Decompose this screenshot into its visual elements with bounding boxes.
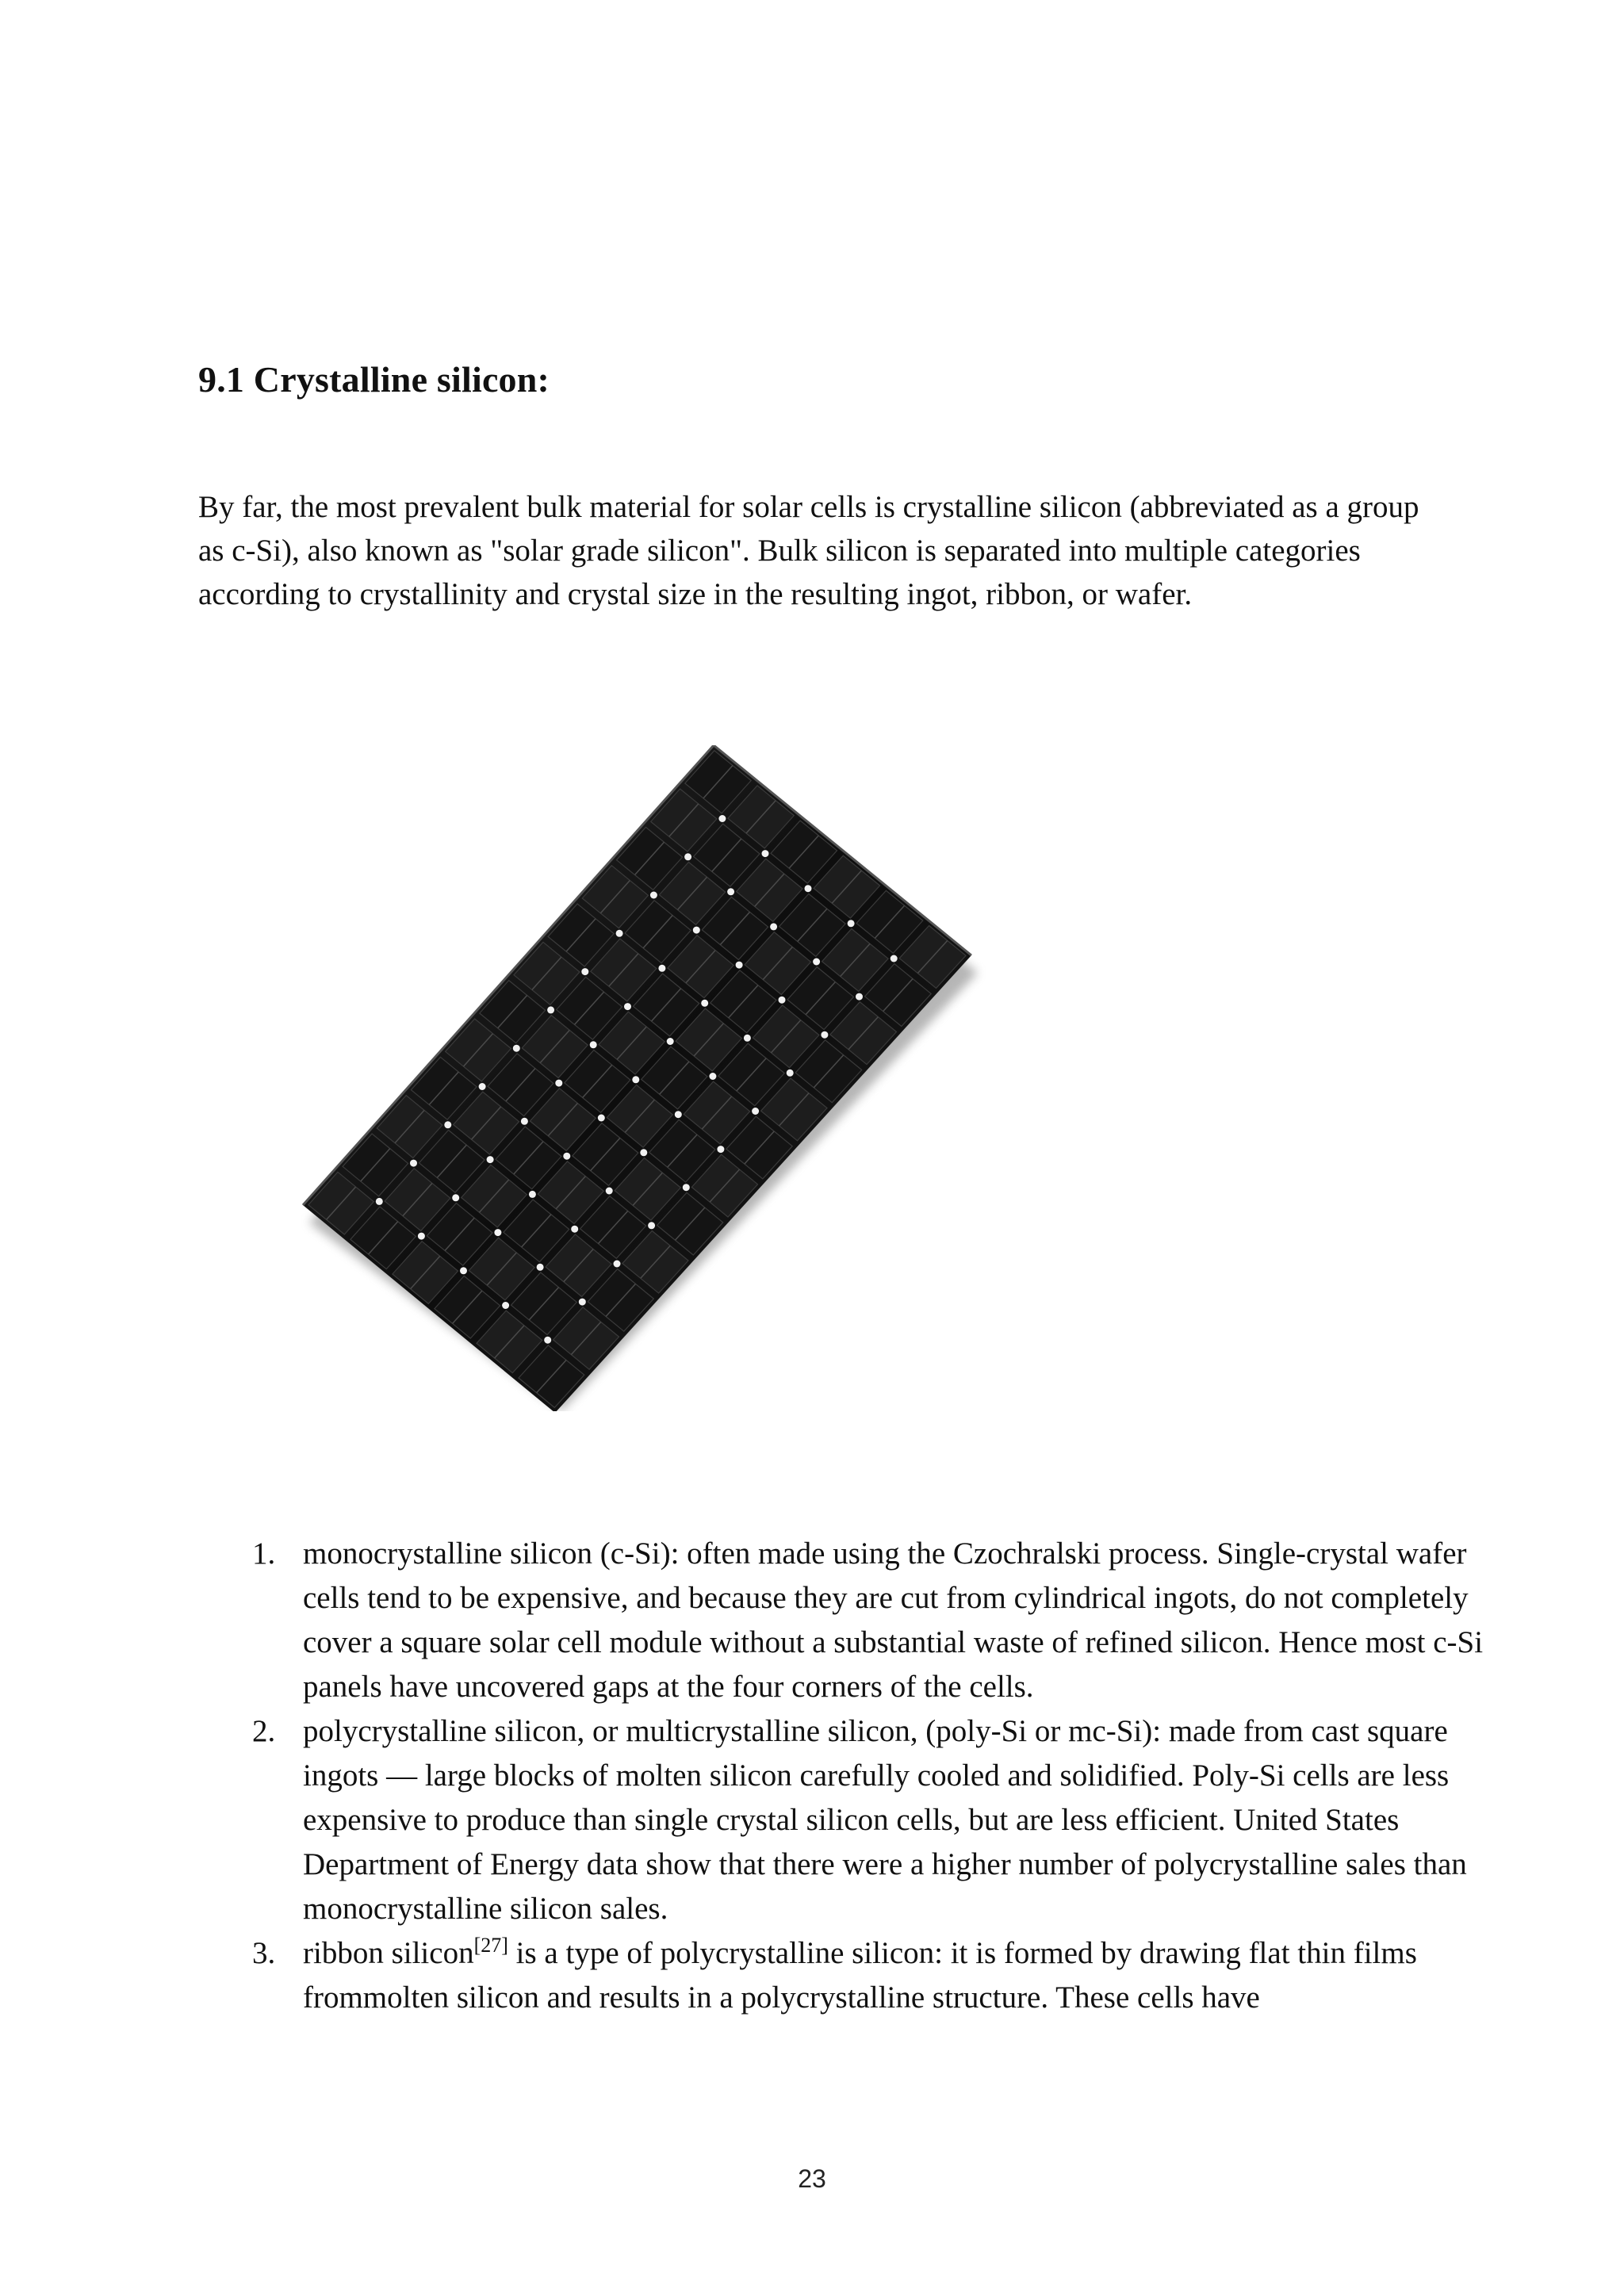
- cell-glint: [675, 1111, 682, 1118]
- list-item-lead: ribbon silicon: [303, 1936, 474, 1970]
- cell-glint: [547, 1006, 554, 1013]
- list-item: [252, 1931, 1489, 2020]
- list-item: [252, 1709, 1489, 1931]
- list-item-text: polycrystalline silicon, or multicrystalline silicon, (poly-Si or mc-Si): made from cast square ingots — large blocks of molten silicon carefully cooled and solidified. Poly-Si cells are less expensive to produce than single crystal silicon cells, but are less efficient. United States Department of Energy data show that there were a higher number of polycrystalline sales than monocrystalline silicon sales.: [303, 1714, 1467, 1926]
- cell-glint: [770, 923, 777, 930]
- solar-panel-image: [293, 745, 1007, 1411]
- cell-glint: [727, 888, 734, 895]
- list-item-text: is a type of polycrystalline silicon: it is formed by drawing flat thin films frommolten silicon and results in a polycrystalline structure. These cells have: [303, 1936, 1417, 2015]
- cell-glint: [709, 1073, 716, 1080]
- cell-glint: [579, 1299, 586, 1306]
- cell-glint: [752, 1108, 759, 1115]
- cell-glint: [693, 927, 700, 934]
- cell-glint: [667, 1038, 674, 1045]
- cell-glint: [744, 1035, 751, 1042]
- solar-panel-figure: [293, 745, 1007, 1411]
- cell-glint: [410, 1160, 417, 1167]
- cell-glint: [606, 1188, 613, 1195]
- cell-glint: [684, 853, 691, 860]
- cell-glint: [418, 1233, 425, 1240]
- cell-glint: [544, 1337, 551, 1344]
- cell-glint: [494, 1229, 501, 1236]
- list-item-text: monocrystalline silicon (c-Si): often made using the Czochralski process. Single-crystal wafer cells tend to be expensive, and because they are cut from cylindrical ingots, do not completely cover a square solar cell module without a substantial waste of refined silicon. Hence most c-Si panels have uncovered gaps at the four corners of the cells.: [303, 1536, 1484, 1704]
- list-item-number: 2.: [252, 1714, 276, 1748]
- cell-glint: [598, 1115, 605, 1122]
- list-item-number: 3.: [252, 1936, 276, 1970]
- cell-glint: [590, 1041, 597, 1048]
- intro-paragraph: By far, the most prevalent bulk material for solar cells is crystalline silicon (abbreviated as a group as c-Si), also known as "solar grade silicon". Bulk silicon is separated into multiple categories according to crystallinity and crystal size in the resulting ingot, ribbon, or wafer.: [198, 490, 1419, 611]
- cell-glint: [717, 1146, 724, 1153]
- silicon-types-list: [252, 1532, 1489, 2020]
- cell-glint: [537, 1264, 544, 1271]
- cell-glint: [640, 1149, 647, 1156]
- citation-reference: [27]: [473, 1934, 508, 1957]
- cell-glint: [502, 1302, 509, 1309]
- cell-glint: [821, 1031, 828, 1039]
- cell-glint: [648, 1222, 655, 1229]
- cell-glint: [487, 1156, 494, 1163]
- cell-glint: [479, 1083, 486, 1090]
- cell-glint: [581, 968, 588, 975]
- cell-glint: [563, 1153, 570, 1160]
- cell-glint: [614, 1261, 621, 1268]
- cell-glint: [787, 1070, 794, 1077]
- cell-glint: [529, 1191, 536, 1198]
- list-item-number: 1.: [252, 1536, 276, 1571]
- cell-glint: [718, 815, 726, 822]
- cell-glint: [624, 1003, 631, 1010]
- cell-glint: [805, 885, 812, 892]
- cell-glint: [701, 1000, 708, 1007]
- list-item: [252, 1532, 1489, 1709]
- cell-glint: [460, 1267, 467, 1274]
- cell-glint: [891, 955, 898, 962]
- cell-glint: [616, 930, 623, 937]
- cell-glint: [736, 962, 743, 969]
- cell-glint: [444, 1121, 451, 1128]
- cell-glint: [452, 1194, 459, 1201]
- cell-glint: [555, 1080, 562, 1087]
- cell-glint: [513, 1045, 520, 1052]
- cell-glint: [658, 965, 665, 972]
- cell-glint: [521, 1118, 528, 1125]
- page-number: 23: [798, 2164, 826, 2193]
- cell-glint: [762, 850, 769, 857]
- cell-glint: [376, 1198, 383, 1205]
- cell-glint: [650, 892, 657, 899]
- cell-glint: [683, 1184, 690, 1191]
- cell-glint: [813, 959, 820, 966]
- cell-glint: [856, 993, 863, 1001]
- cell-glint: [779, 997, 786, 1004]
- cell-glint: [571, 1226, 578, 1233]
- section-heading: 9.1 Crystalline silicon:: [198, 359, 550, 400]
- cell-glint: [632, 1076, 639, 1083]
- cell-glint: [848, 920, 855, 927]
